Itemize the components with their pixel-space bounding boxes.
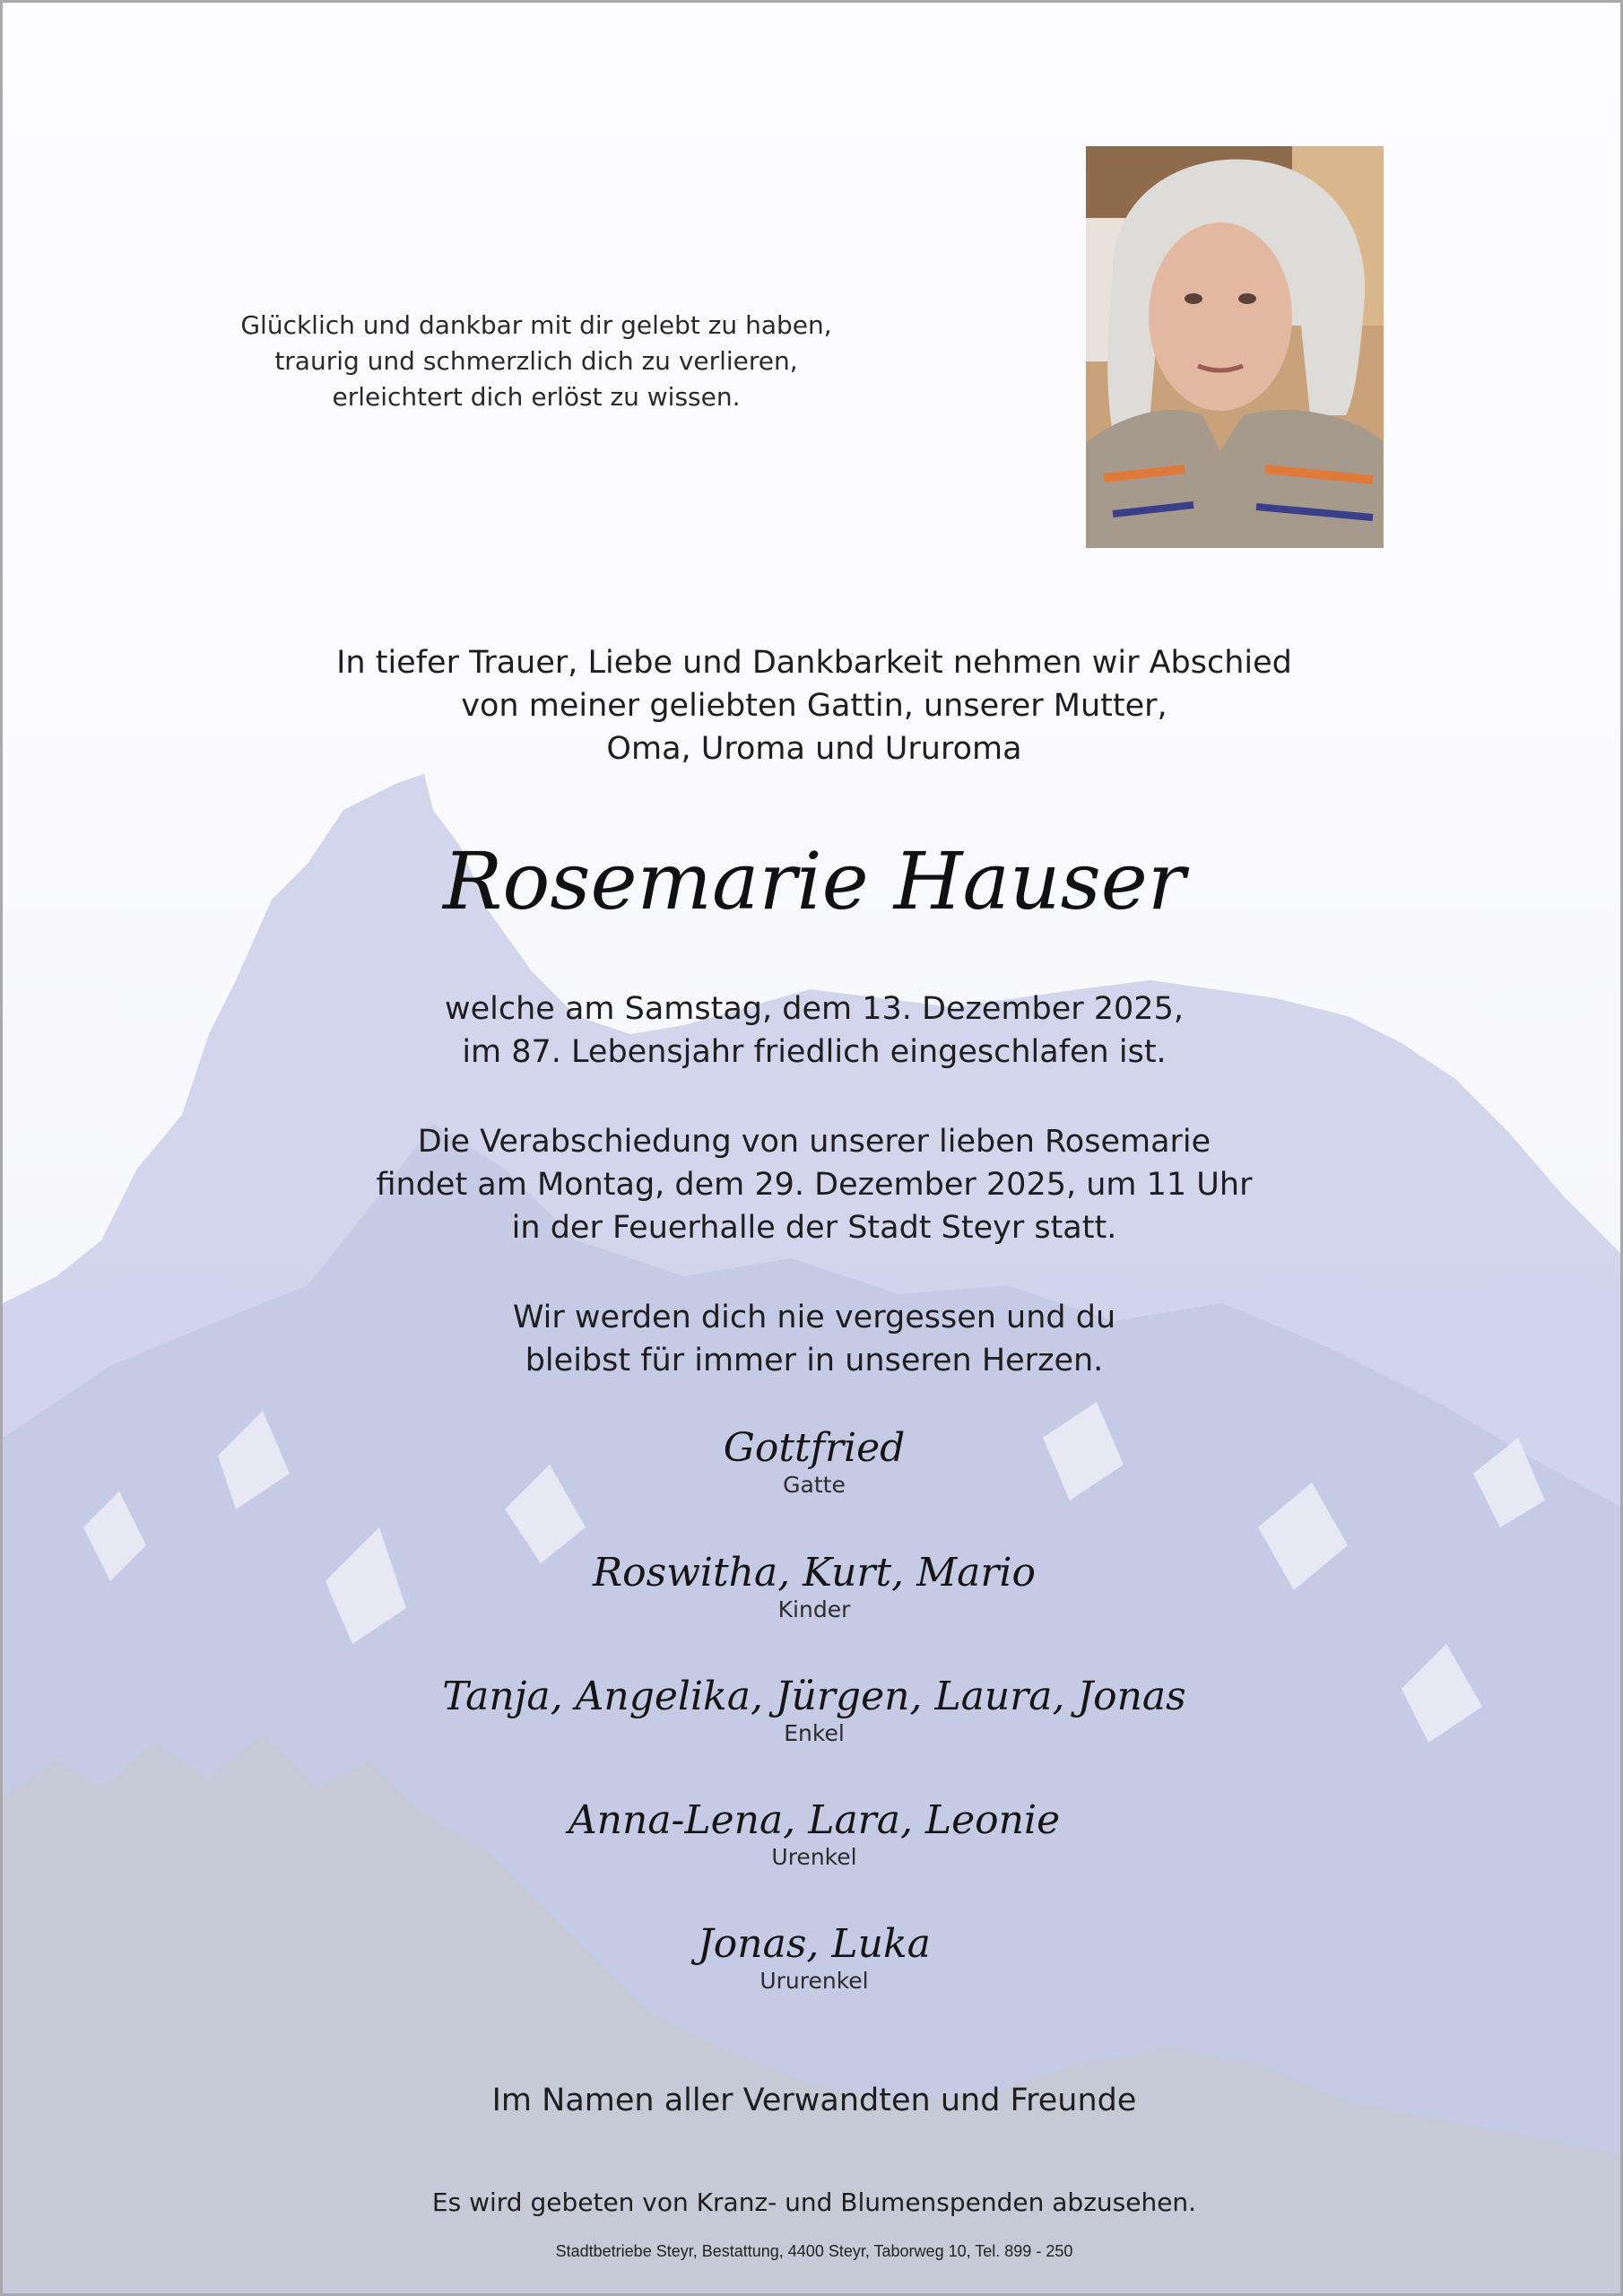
motto-line: traurig und schmerzlich dich zu verlieren,: [274, 346, 798, 376]
deceased-name: Rosemarie Hauser: [443, 835, 1185, 927]
remembrance-line: Wir werden dich nie vergessen und du: [512, 1300, 1116, 1335]
mourner-group: [3, 1673, 1623, 1746]
farewell-line: findet am Montag, dem 29. Dezember 2025, um 11 Uhr: [376, 1167, 1253, 1203]
donation-request: Es wird gebeten von Kranz- und Blumenspenden abzusehen.: [431, 2187, 1197, 2217]
death-notice-line: welche am Samstag, dem 13. Dezember 2025,: [445, 991, 1184, 1027]
mourner-group: [3, 1920, 1623, 1994]
funeral-home-footer: Stadtbetriebe Steyr, Bestattung, 4400 Steyr, Taborweg 10, Tel. 899 - 250: [555, 2242, 1073, 2260]
farewell-line: in der Feuerhalle der Stadt Steyr statt.: [511, 1210, 1117, 1246]
mourner-relation: Ururenkel: [759, 1968, 869, 1994]
mourner-group: [3, 1424, 1623, 1498]
mourner-group: [3, 1796, 1623, 1870]
mourner-group: [3, 1549, 1623, 1622]
face: [1149, 222, 1292, 411]
death-notice: [3, 987, 1623, 1074]
mourner-names: Roswitha, Kurt, Mario: [593, 1550, 1036, 1596]
motto-text: [182, 308, 890, 415]
mourner-relation: Kinder: [777, 1596, 851, 1622]
mourner-relation: Urenkel: [771, 1844, 857, 1870]
remembrance-text: [3, 1296, 1623, 1382]
portrait-photo: [1086, 146, 1384, 548]
intro-text: [3, 641, 1623, 770]
mourner-names: Gottfried: [723, 1425, 906, 1471]
farewell-info: [3, 1120, 1623, 1249]
intro-line: Oma, Uroma und Ururoma: [606, 731, 1022, 767]
mourner-names: Anna-Lena, Lara, Leonie: [568, 1797, 1061, 1843]
motto-line: erleichtert dich erlöst zu wissen.: [332, 382, 741, 412]
intro-line: In tiefer Trauer, Liebe und Dankbarkeit nehmen wir Abschied: [336, 645, 1292, 681]
remembrance-line: bleibst für immer in unseren Herzen.: [525, 1343, 1104, 1378]
closing-line: Im Namen aller Verwandten und Freunde: [491, 2083, 1137, 2118]
farewell-line: Die Verabschiedung von unserer lieben Rosemarie: [417, 1124, 1211, 1160]
death-notice-line: im 87. Lebensjahr friedlich eingeschlafen ist.: [462, 1034, 1167, 1070]
mourner-relation: Enkel: [784, 1720, 845, 1746]
motto-line: Glücklich und dankbar mit dir gelebt zu haben,: [240, 310, 832, 340]
mourner-names: Jonas, Luka: [698, 1921, 931, 1967]
intro-line: von meiner geliebten Gattin, unserer Mutter,: [461, 688, 1167, 724]
mourner-names: Tanja, Angelika, Jürgen, Laura, Jonas: [442, 1674, 1186, 1719]
mourner-relation: Gatte: [783, 1472, 846, 1498]
